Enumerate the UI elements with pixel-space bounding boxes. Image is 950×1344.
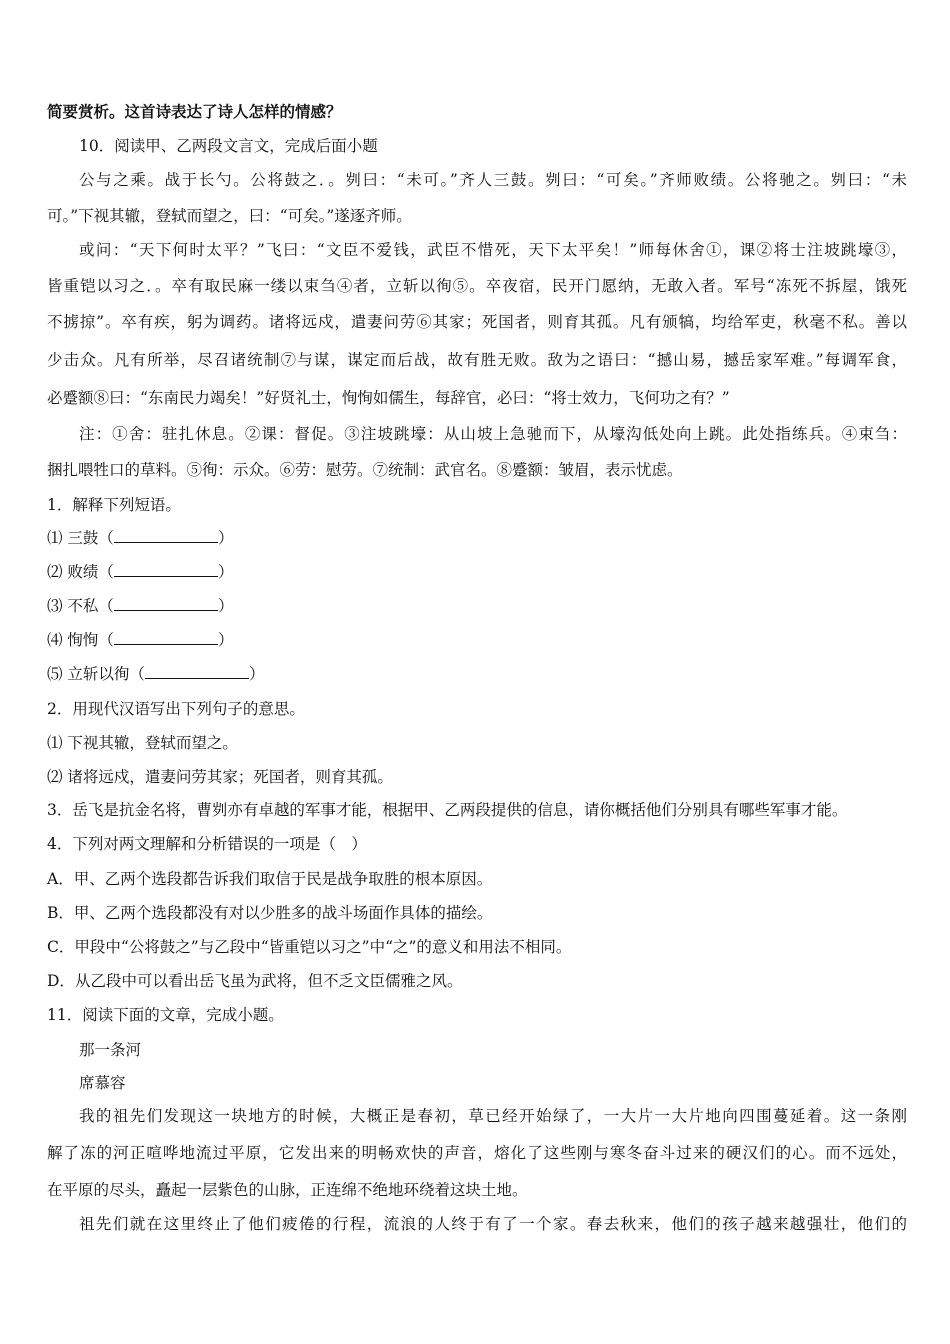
- article-line-1: 我的祖先们发现这一块地方的时候，大概正是春初，草已经开始绿了，一大片一大片地向四围蔓延着。这一条刚: [79, 1107, 907, 1125]
- phrase-item-3: ⑶ 不私（ ）: [47, 597, 234, 615]
- subquestion-3: 3．岳飞是抗金名将，曹刿亦有卓越的军事才能，根据甲、乙两段提供的信息，请你概括他们分别具有哪些军事才能。: [47, 801, 848, 819]
- notes-line-1: 注：①舍：驻扎休息。②课：督促。③注坡跳壕：从山坡上急驰而下，从壕沟低处向上跳。此处指练兵。④束刍：: [79, 425, 907, 443]
- translate-item-2: ⑵ 诸将远戍，遣妻问劳其家；死国者，则育其孤。: [47, 768, 393, 786]
- question-11-heading: 11．阅读下面的文章，完成小题。: [47, 1006, 284, 1024]
- passage-b-line-5: 必蹙额⑧曰：“东南民力竭矣！”好贤礼士，恂恂如儒生，每辞官，必曰：“将士效力，飞何功之有？”: [47, 389, 730, 407]
- question-10-heading: 10．阅读甲、乙两段文言文，完成后面小题: [79, 137, 378, 155]
- answer-blank-3[interactable]: [114, 596, 218, 611]
- article-line-3: 在平原的尽头，矗起一层紫色的山脉，正连绵不绝地环绕着这块土地。: [47, 1181, 528, 1199]
- passage-a-line-2: 可。”下视其辙，登轼而望之，曰：“可矣。”遂逐齐师。: [47, 207, 412, 225]
- article-author: 席慕容: [79, 1074, 126, 1092]
- option-a: A．甲、乙两个选段都告诉我们取信于民是战争取胜的根本原因。: [47, 870, 493, 888]
- phrase-item-4: ⑷ 恂恂（ ）: [47, 631, 234, 649]
- answer-blank-1[interactable]: [114, 528, 218, 543]
- subquestion-2-heading: 2．用现代汉语写出下列句子的意思。: [47, 700, 305, 718]
- passage-b-line-3: 不掳掠”。卒有疾，躬为调药。诸将远戍，遣妻问劳⑥其家；死国者，则育其孤。凡有颁犒，均给军吏，秋毫不私。善以: [47, 313, 907, 331]
- phrase-item-2: ⑵ 败绩（ ）: [47, 563, 234, 581]
- phrase-item-1: ⑴ 三鼓（ ）: [47, 529, 234, 547]
- passage-b-line-1: 或问：“天下何时太平？”飞曰：“文臣不爱钱，武臣不惜死，天下太平矣！”师每休舍①，课②将士注坡跳壕③，: [79, 241, 907, 259]
- answer-blank-2[interactable]: [114, 562, 218, 577]
- answer-blank-4[interactable]: [114, 630, 218, 645]
- article-title: 那一条河: [79, 1041, 142, 1059]
- passage-a-line-1: 公与之乘。战于长勺。公将鼓之．。刿曰：“未可。”齐人三鼓。刿曰：“可矣。”齐师败绩。公将驰之。刿曰：“未: [79, 171, 907, 189]
- passage-b-line-4: 少击众。凡有所举，尽召诸统制⑦与谋，谋定而后战，故有胜无败。敌为之语曰：“撼山易，撼岳家军难。”每调军食，: [47, 351, 907, 369]
- notes-line-2: 捆扎喂牲口的草料。⑤徇：示众。⑥劳：慰劳。⑦统制：武官名。⑧蹙额：皱眉，表示忧虑。: [47, 461, 683, 479]
- option-b: B．甲、乙两个选段都没有对以少胜多的战斗场面作具体的描绘。: [47, 904, 493, 922]
- article-line-4: 祖先们就在这里终止了他们疲倦的行程，流浪的人终于有了一个家。春去秋来，他们的孩子越来越强壮，他们的: [79, 1215, 907, 1233]
- option-d: D．从乙段中可以看出岳飞虽为武将，但不乏文臣儒雅之风。: [47, 972, 463, 990]
- article-line-2: 解了冻的河正喧哗地流过平原，它发出来的明畅欢快的声音，熔化了这些刚与寒冬奋斗过来的硬汉们的心。而不远处，: [47, 1144, 907, 1162]
- option-c: C．甲段中“公将鼓之”与乙段中“皆重铠以习之”中“之”的意义和用法不相同。: [47, 938, 572, 956]
- passage-b-line-2: 皆重铠以习之．。卒有取民麻一缕以束刍④者，立斩以徇⑤。卒夜宿，民开门愿纳，无敢入者。军号“冻死不拆屋，饿死: [47, 277, 907, 295]
- answer-blank-5[interactable]: [145, 664, 249, 679]
- translate-item-1: ⑴ 下视其辙，登轼而望之。: [47, 734, 238, 752]
- phrase-item-5: ⑸ 立斩以徇（ ）: [47, 665, 265, 683]
- subquestion-4: 4．下列对两文理解和分析错误的一项是（ ）: [47, 835, 367, 853]
- subquestion-1-heading: 1．解释下列短语。: [47, 496, 181, 514]
- question-9-prompt: 简要赏析。这首诗表达了诗人怎样的情感？: [47, 102, 342, 121]
